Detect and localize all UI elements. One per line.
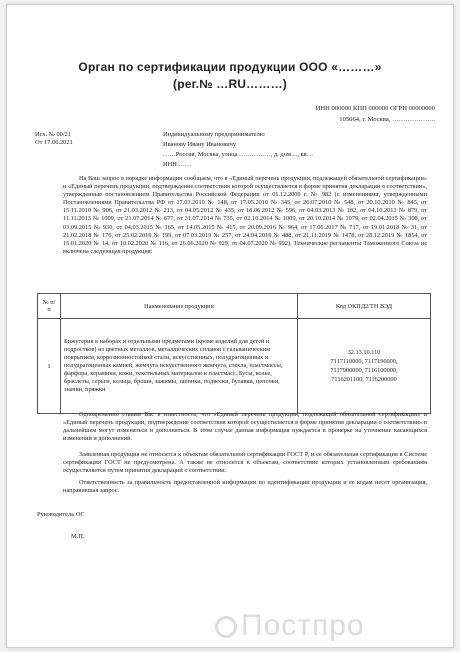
signature-role: Руководитель ОС: [37, 511, 85, 518]
reg-number: (рег.№ …RU………): [173, 77, 287, 91]
row-number: 1: [38, 319, 61, 414]
recipient-line-1: Индивидуальному предпринимателю: [163, 131, 265, 138]
recipient-line-4: ИНН ……: [163, 161, 192, 168]
product-table: [37, 293, 431, 414]
paragraph-gost: Заявленная продукция не относится к объектам обязательной сертификации ГОСТ Р, и ее обязательная сертификация в Системе сертификации ГОСТ не предусмотрена. А также не относится к объектам, соответствие которых установленным требованиям осуществляется путем принятия деклараций о соответствии.: [63, 451, 427, 475]
header-number: № п/п: [38, 294, 61, 319]
header-code: Код ОКПД2/ТН ВЭД: [298, 294, 431, 319]
letter-page: [6, 4, 454, 648]
code-line: 7116201100, 7116200000: [331, 376, 397, 383]
table-row: [38, 319, 431, 414]
outgoing-number: Исх. № 00/21: [35, 131, 72, 138]
address-line: 105064, г. Москва, ………………..: [339, 116, 435, 123]
row-codes: [298, 319, 431, 414]
code-line: 7117110000, 7117190000,: [330, 358, 398, 365]
stamp-place: М.П.: [71, 533, 85, 540]
outgoing-date: От 17.06.2021: [35, 139, 73, 146]
recipient-line-2: Иванову Ивану Ивановичу: [163, 141, 237, 148]
header-product-name: Наименование продукции: [61, 294, 298, 319]
watermark: [215, 609, 365, 643]
code-line: 32.13.10.110: [347, 349, 381, 356]
watermark-text: Постпро: [241, 609, 365, 642]
org-title: Орган по сертификации продукции ООО «………»: [78, 60, 382, 74]
requisites-line: ИНН 000000 КПП 000000 ОГРН 00000000: [315, 105, 435, 112]
code-line: 7117900000, 7116100000,: [330, 367, 398, 374]
table-header-row: [38, 294, 431, 319]
recipient-line-3: ……Россия, Москва, улица ……………, д. дом ..., кв. ..: [163, 151, 313, 158]
intro-paragraph: На Ваш запрос о порядке информации сообщаем, что в «Единый перечень продукции, подлежащей обязательной сертификации» и «Единый перечень продукции, подтверждение соответствия которой осуществляется в форме принятия декларации о соответствии», утвержденные постановлением Правительства Российской Федерации от 01.12.2009 г. № 982 (с изменениями, утвержденными Постановлениями Правительства РФ от 17.03.2010 № 148, от 17.05.2010 № 345, от 26.07.2010 № 548, от 20.10.2010 № 845, от 15.11.2010 № 906, от 21.03.2012 № 213, от 04.05.2012 № 435, от 18.06.2012 № 596, от 04.03.2013 № 182, от 04.10.2013 № 879, от 11.11.2013 № 1009, от 21.07.2014 № 677, от 31.07.2014 № 735, от 02.10.2014 № 1009, от 20.10.2014 № 1079, от 02.04.2015 № 308, от 03.09.2015 № 930, от 04.03.2015 № 165, от 14.05.2015 № 415, от 20.09.2016 № 964, от 17.06.2017 № 717, от 19.01.2018 № 31, от 21.02.2018 № 176, от 25.02.2019 № 199, от 07.03.2019 № 257, от 24.04.2019 № 488, от 21.11.2019 № 1478, от 28.12.2019 № 1854, от 15.01.2020 № 14, от 10.02.2020 № 116, от 26.06.2020 № 929, от 04.07.2020 № 992). Технические регламенты Таможенного Союза не включена следующая продукция:: [63, 175, 427, 255]
watermark-logo-icon: [215, 616, 237, 638]
paragraph-responsibility: Ответственность за правильность предоставленной информации по идентификации продукции и ее кодам несет организация, направившая запрос.: [63, 479, 427, 495]
paragraph-notice: Одновременно ставим Вас в известность, что «Единый перечень продукции, подлежащей обязательной сертификации» и «Единый перечень продукции, подтверждение соответствия которой осуществляется в форме принятия декларации о соответствии» в дальнейшем могут изменяться и дополняться. В этом случае данная информация нуждается в проверке на уточнение касающихся изменений и дополнений.: [63, 411, 427, 443]
row-product-name: Бижутерия в наборах и отдельными предметами (кроме изделий для детей и подростков) из цветных металлов, металлических сплавов с гальваническим покрытием, коррозионностойкой стали, искусственных, полудрагоценных и полудрагоценных камней, жемчуга искусственного жемчуга, стекла, пластмассы, фарфора, керамики, кожи, текстильных материалов и пластмасс. Бусы, колье, браслеты, серьги, кольца, броши, зажимы, запонки, подвески, булавки, цепочки, значки, пряжки: [61, 319, 298, 414]
